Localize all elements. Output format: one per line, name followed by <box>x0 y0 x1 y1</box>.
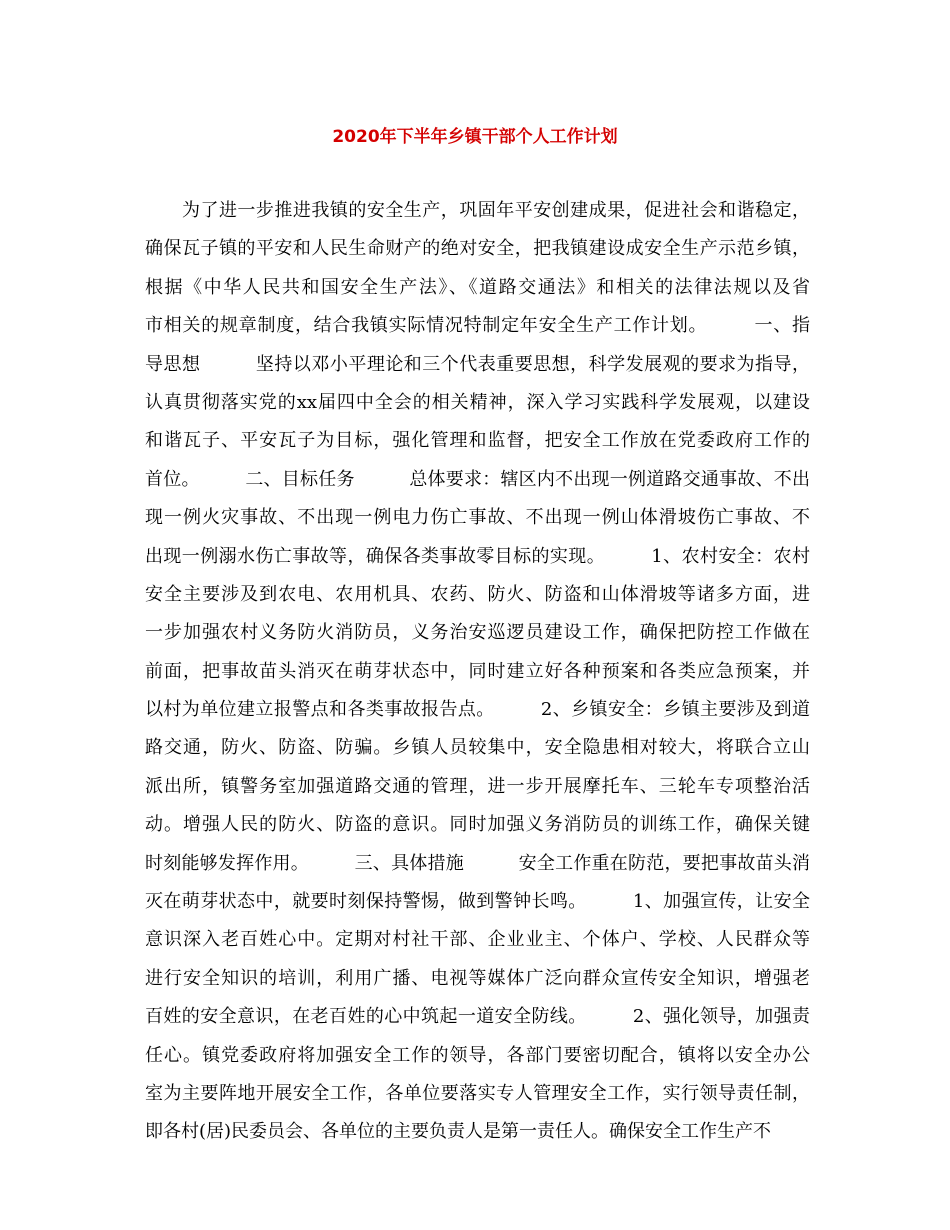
body-line: 导思想 坚持以邓小平理论和三个代表重要思想，科学发展观的要求为指导， <box>145 353 810 375</box>
body-line: 一步加强农村义务防火消防员，义务治安巡逻员建设工作，确保把防控工作做在 <box>145 622 810 644</box>
body-line: 出现一例溺水伤亡事故等，确保各类事故零目标的实现。 1、农村安全：农村 <box>145 545 810 567</box>
body-line: 市相关的规章制度，结合我镇实际情况特制定年安全生产工作计划。 一、指 <box>145 315 810 337</box>
body-line: 意识深入老百姓心中。定期对村社干部、企业业主、个体户、学校、人民群众等 <box>145 929 810 951</box>
body-line: 安全主要涉及到农电、农用机具、农药、防火、防盗和山体滑坡等诸多方面，进 <box>145 583 810 605</box>
body-line: 即各村(居)民委员会、各单位的主要负责人是第一责任人。确保安全工作生产不 <box>145 1121 772 1143</box>
body-line: 百姓的安全意识，在老百姓的心中筑起一道安全防线。 2、强化领导，加强责 <box>145 1006 810 1028</box>
body-line: 前面，把事故苗头消灭在萌芽状态中，同时建立好各种预案和各类应急预案，并 <box>145 660 810 682</box>
document-body <box>145 192 810 1152</box>
body-line: 动。增强人民的防火、防盗的意识。同时加强义务消防员的训练工作，确保关键 <box>145 814 810 836</box>
body-line: 为了进一步推进我镇的安全生产，巩固年平安创建成果，促进社会和谐稳定， <box>145 200 810 221</box>
body-line: 和谐瓦子、平安瓦子为目标，强化管理和监督，把安全工作放在党委政府工作的 <box>145 430 810 452</box>
document-title: 2020年下半年乡镇干部个人工作计划 <box>332 127 618 147</box>
body-line: 进行安全知识的培训，利用广播、电视等媒体广泛向群众宣传安全知识，增强老 <box>145 967 810 989</box>
body-line: 室为主要阵地开展安全工作，各单位要落实专人管理安全工作，实行领导责任制， <box>145 1082 810 1104</box>
body-line: 认真贯彻落实党的xx届四中全会的相关精神，深入学习实践科学发展观，以建设 <box>145 391 810 413</box>
body-line: 路交通，防火、防盗、防骗。乡镇人员较集中，安全隐患相对较大，将联合立山 <box>145 737 810 759</box>
body-line: 时刻能够发挥作用。 三、具体措施 安全工作重在防范，要把事故苗头消 <box>145 852 810 874</box>
body-line: 派出所，镇警务室加强道路交通的管理，进一步开展摩托车、三轮车专项整治活 <box>145 775 810 797</box>
body-line: 根据《中华人民共和国安全生产法》、《道路交通法》和相关的法律法规以及省 <box>145 276 810 298</box>
body-line: 现一例火灾事故、不出现一例电力伤亡事故、不出现一例山体滑坡伤亡事故、不 <box>145 507 810 529</box>
body-line: 任心。镇党委政府将加强安全工作的领导，各部门要密切配合，镇将以安全办公 <box>145 1044 810 1066</box>
body-line: 首位。 二、目标任务 总体要求：辖区内不出现一例道路交通事故、不出 <box>145 468 810 490</box>
body-line: 灭在萌芽状态中，就要时刻保持警惕，做到警钟长鸣。 1、加强宣传，让安全 <box>145 891 810 913</box>
body-line: 以村为单位建立报警点和各类事故报告点。 2、乡镇安全：乡镇主要涉及到道 <box>145 699 810 721</box>
body-line: 确保瓦子镇的平安和人民生命财产的绝对安全，把我镇建设成安全生产示范乡镇， <box>145 238 810 260</box>
